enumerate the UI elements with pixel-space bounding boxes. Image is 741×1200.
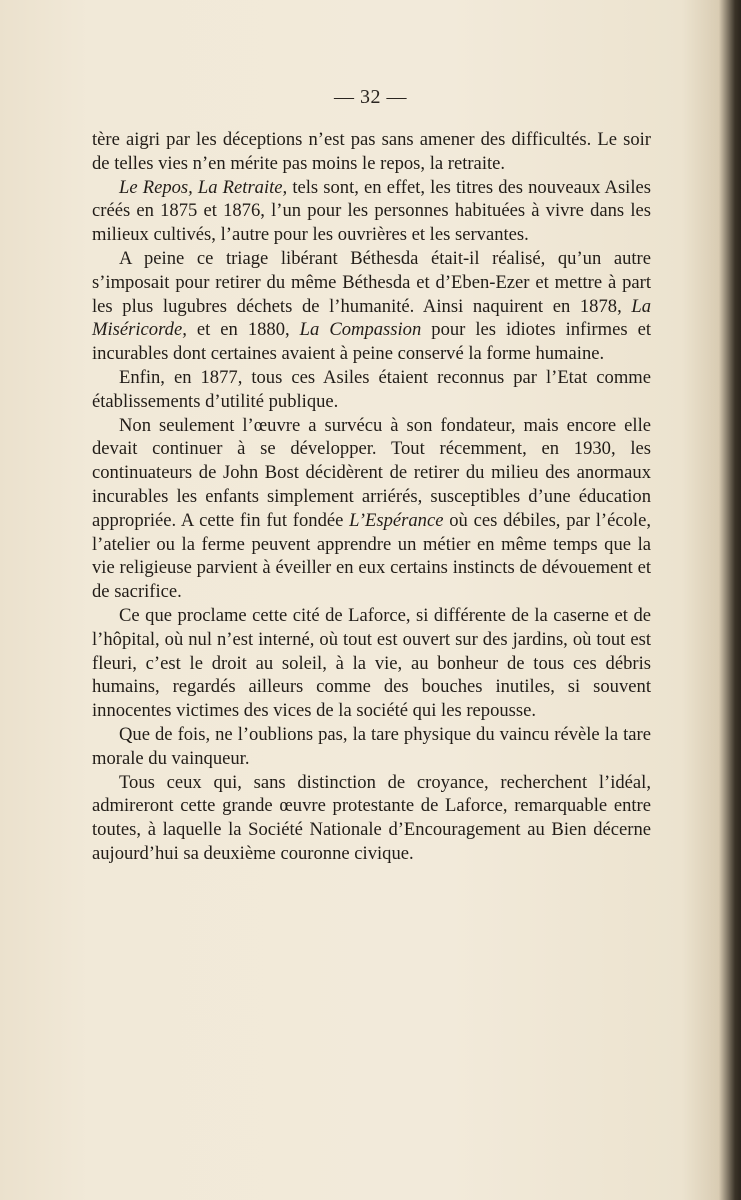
paragraph (92, 771, 651, 866)
paragraph-text: Non seulement l’œuvre a survécu à son fondateur, mais encore elle devait continuer à se développer. Tout récemment, en 1930, les continuateurs de John Bost décidèrent de retirer du milieu des anormaux incurables les enfants simplement arriérés, susceptibles d’une éducation appropriée. A cette fin fut fondée (92, 414, 651, 531)
paragraph (92, 128, 651, 176)
paragraph-text: où ces débiles, par l’école, l’atelier ou la ferme peuvent apprendre un métier en même temps que la vie religieuse parvient à éveiller en eux certains instincts de dévouement et de sacrifice. (92, 509, 651, 603)
paragraph-text: pour les idiotes infirmes et incurables dont certaines avaient à peine conservé la forme humaine. (92, 319, 651, 365)
paragraph-text: Enfin, en 1877, tous ces Asiles étaient reconnus par l’Etat comme établissements d’utilité publique. (92, 366, 651, 412)
paragraph (92, 604, 651, 723)
asylum-name-text: La Miséricorde, (92, 295, 651, 341)
paragraph (92, 176, 651, 247)
paragraph (92, 723, 651, 771)
paragraph-text: tels sont, en effet, les titres des nouveaux Asiles créés en 1875 et 1876, l’un pour les personnes habituées à vivre dans les milieux cultivés, l’autre pour les ouvrières et les servantes. (92, 176, 651, 246)
paragraph-text: A peine ce triage libérant Béthesda était-il réalisé, qu’un autre s’imposait pour retirer du même Béthesda et d’Eben-Ezer et mettre à part les plus lugubres déchets de l’humanité. Ainsi naquirent en 1878, (92, 247, 651, 317)
paragraph (92, 414, 651, 604)
paragraph-text: Tous ceux qui, sans distinction de croyance, recherchent l’idéal, admireront cette grande œuvre protestante de Laforce, remarquable entre toutes, à laquelle la Société Nationale d’Encouragement au Bien décerne aujourd’hui sa deuxième couronne civique. (92, 771, 651, 864)
paragraph (92, 247, 651, 366)
paragraph-text: Ce que proclame cette cité de Laforce, si différente de la caserne et de l’hôpital, où nul n’est interné, où tout est ouvert sur des jardins, où tout est fleuri, c’est le droit au soleil, à la vie, au bonheur de tous ces débris humains, regardés ailleurs comme des bouches inutiles, si souvent innocentes victimes des vices de la société qui les repousse. (92, 604, 651, 722)
paragraph (92, 366, 651, 414)
paragraph-text: et en 1880, (186, 319, 300, 341)
book-title-text: Le Repos, La Retraite, (119, 176, 288, 198)
asylum-name-text: L’Espérance (349, 509, 444, 531)
page-number: — 32 — (334, 86, 407, 108)
asylum-name-text: La Compassion (299, 319, 422, 341)
paragraph-text: tère aigri par les déceptions n’est pas sans amener des difficultés. Le soir de telles vies n’en mérite pas moins le repos, la retraite. (92, 129, 651, 174)
paragraph-text: Que de fois, ne l’oublions pas, la tare physique du vaincu révèle la tare morale du vainqueur. (92, 723, 651, 769)
body-text (92, 128, 651, 866)
